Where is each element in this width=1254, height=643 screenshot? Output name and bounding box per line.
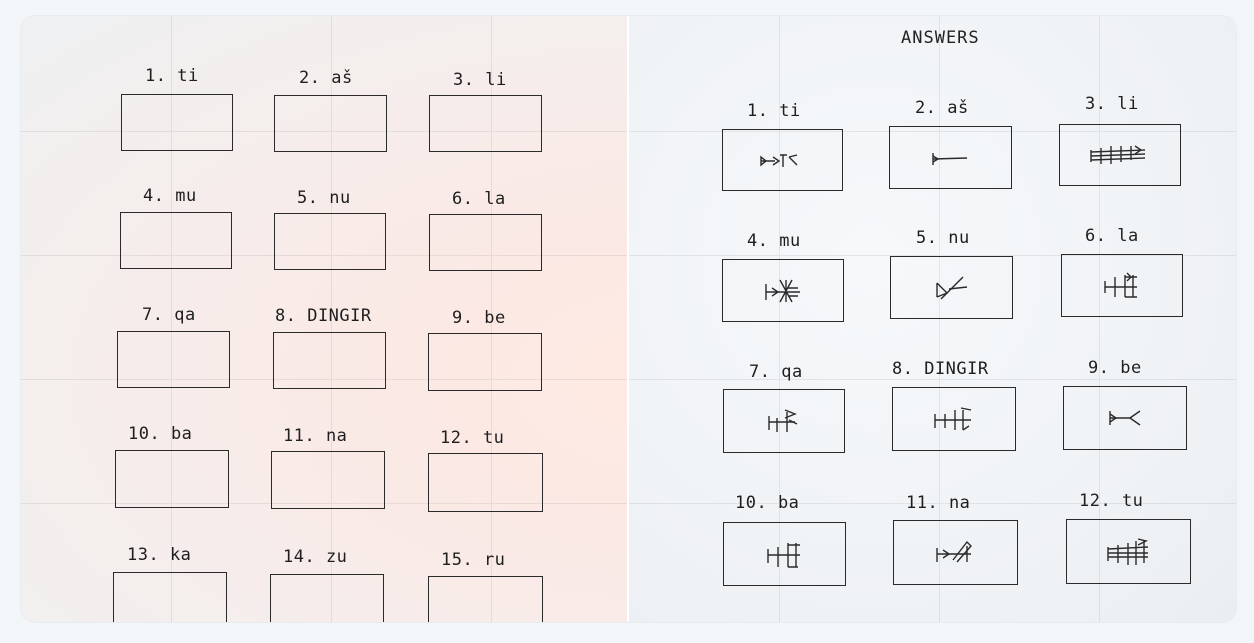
answer-box [115,450,229,508]
answer-box [113,572,227,622]
answer-box [890,256,1013,319]
answers-photo [629,16,1236,622]
answer-box [429,95,542,152]
answer-box [1066,519,1191,584]
answer-label: 4. mu [747,231,801,251]
worksheet-label: 6. la [452,189,506,209]
worksheet-label: 2. aš [299,68,353,88]
cuneiform-na-icon [929,536,983,570]
worksheet-label: 3. li [453,70,507,90]
cuneiform-qa-icon [759,404,809,438]
worksheet-label: 14. zu [283,547,348,567]
answer-box [723,389,845,453]
worksheet-label: 13. ka [127,545,192,565]
answer-label: 9. be [1088,358,1142,378]
photo-frame [21,16,1236,622]
answer-box [1059,124,1181,186]
worksheet-label: 12. tu [440,428,505,448]
cuneiform-la-icon [1097,269,1147,303]
cuneiform-be-icon [1100,403,1150,433]
answer-box [1063,386,1187,450]
answer-label: 6. la [1085,226,1139,246]
answer-box [274,95,387,152]
answer-box [429,214,542,271]
worksheet-label: 11. na [283,426,348,446]
cuneiform-nu-icon [927,271,977,305]
answer-box [722,129,843,191]
answer-box [274,213,386,270]
answer-box [893,520,1018,585]
answer-box [892,387,1016,451]
worksheet-label: 5. nu [297,188,351,208]
answer-box [1061,254,1183,317]
cuneiform-mu-icon [758,274,808,308]
answer-label: 11. na [906,493,971,513]
answer-label: 8. DINGIR [892,359,989,379]
cuneiform-tu-icon [1102,535,1156,569]
cuneiform-ba-icon [760,537,810,571]
worksheet-label: 7. qa [142,305,196,325]
worksheet-label: 8. DINGIR [275,306,372,326]
worksheet-label: 9. be [452,308,506,328]
answer-box [271,451,385,509]
answers-title: ANSWERS [901,28,980,48]
answer-box [889,126,1012,189]
answer-label: 3. li [1085,94,1139,114]
worksheet-label: 1. ti [145,66,199,86]
answer-box [428,333,542,391]
worksheet-label: 4. mu [143,186,197,206]
answer-box [270,574,384,622]
answer-box [117,331,230,388]
answer-box [428,453,543,512]
answer-box [722,259,844,322]
cuneiform-ash-icon [921,143,981,173]
answer-label: 5. nu [916,228,970,248]
answer-box [120,212,232,269]
cuneiform-li-icon [1085,140,1155,170]
worksheet-photo [21,16,627,622]
answer-label: 1. ti [747,101,801,121]
answer-box [273,332,386,389]
cuneiform-dingir-icon [927,402,981,436]
worksheet-label: 15. ru [441,550,506,570]
answer-label: 10. ba [735,493,800,513]
cuneiform-ti-icon [753,145,813,175]
answer-box [723,522,846,586]
answer-box [428,576,543,622]
worksheet-label: 10. ba [128,424,193,444]
answer-box [121,94,233,151]
answer-label: 7. qa [749,362,803,382]
answer-label: 2. aš [915,98,969,118]
answer-label: 12. tu [1079,491,1144,511]
